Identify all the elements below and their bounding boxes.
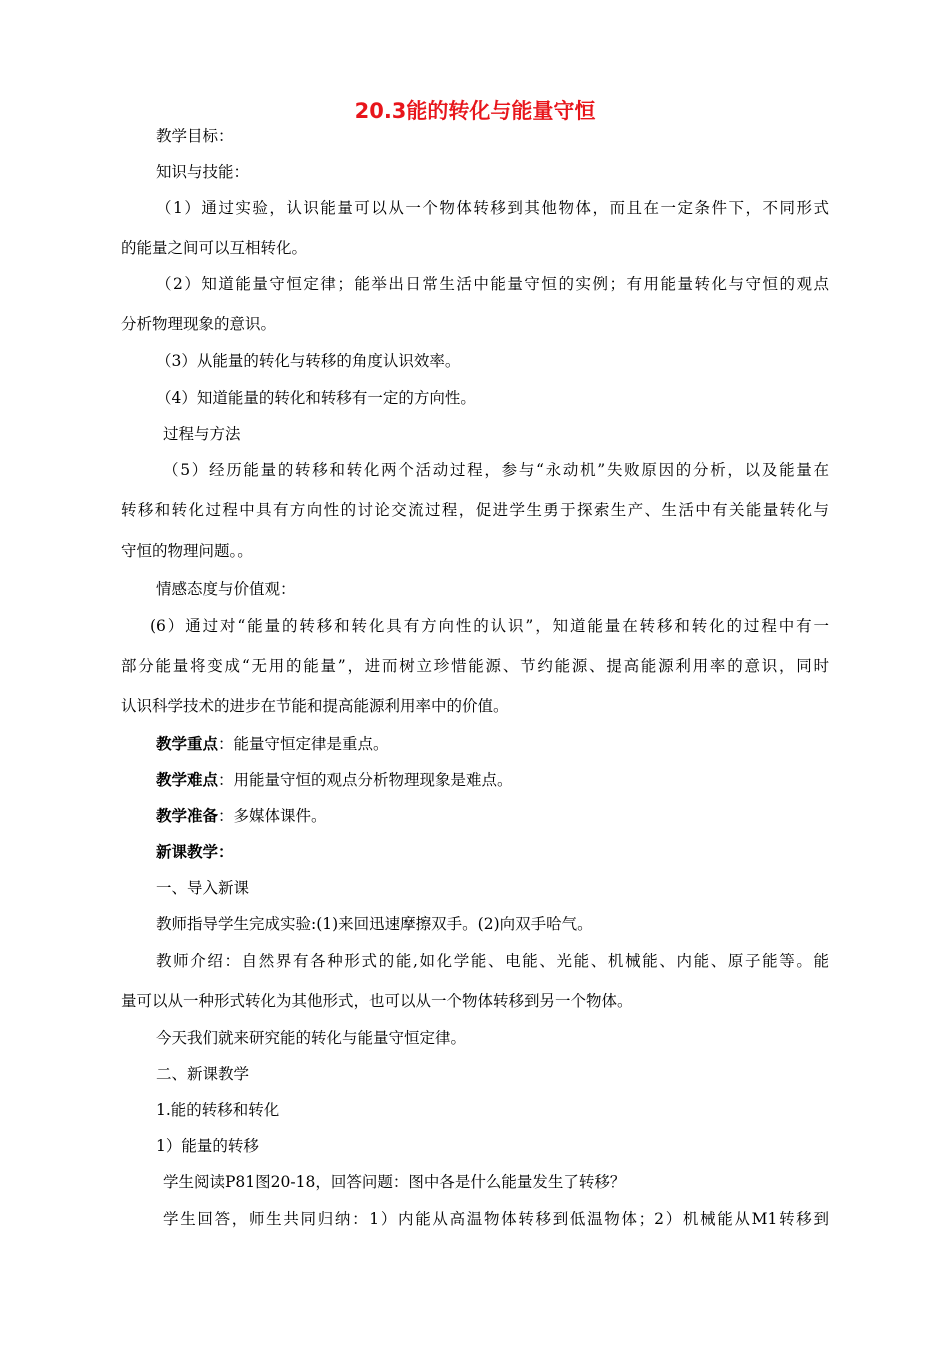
student-answer-summary: 学生回答，师生共同归纳：1）内能从高温物体转移到低温物体；2）机械能从M1转移到 [163,1210,829,1228]
teaching-objectives-heading: 教学目标： [156,127,234,145]
subsection-1-heading: 1.能的转移和转化 [156,1101,280,1119]
teaching-key-point-text: ：能量守恒定律是重点。 [218,735,389,753]
section-1-heading: 一、导入新课 [156,879,250,897]
attitude-values-heading: 情感态度与价值观： [156,580,296,598]
objective-4: （4）知道能量的转化和转移有一定的方向性。 [156,389,476,407]
objective-1-line-2: 的能量之间可以互相转化。 [121,239,308,257]
subsection-1-1-heading: 1）能量的转移 [156,1137,259,1155]
knowledge-skills-heading: 知识与技能： [156,163,250,181]
today-topic: 今天我们就来研究能的转化与能量守恒定律。 [156,1029,467,1047]
experiment-instruction: 教师指导学生完成实验:(1)来回迅速摩擦双手。(2)向双手哈气。 [156,915,593,933]
objective-2-line-2: 分析物理现象的意识。 [121,315,277,333]
teacher-intro-line-2: 量可以从一种形式转化为其他形式，也可以从一个物体转移到另一个物体。 [121,992,633,1010]
teaching-preparation-label: 教学准备 [156,807,219,825]
teaching-difficulty [156,768,513,792]
section-2-heading: 二、新课教学 [156,1065,250,1083]
teaching-difficulty-text: ：用能量守恒的观点分析物理现象是难点。 [218,771,513,789]
teaching-preparation-text: ：多媒体课件。 [218,807,327,825]
document-title: 20.3能的转化与能量守恒 [354,99,596,123]
objective-1-line-1: （1）通过实验，认识能量可以从一个物体转移到其他物体，而且在一定条件下，不同形式 [156,199,829,217]
objective-6-line-3: 认识科学技术的进步在节能和提高能源利用率中的价值。 [121,697,509,715]
student-reading-question: 学生阅读P81图20-18，回答问题：图中各是什么能量发生了转移？ [163,1173,626,1191]
objective-5-line-1: （5）经历能量的转移和转化两个活动过程，参与“永动机”失败原因的分析，以及能量在 [163,461,829,479]
objective-6-line-2: 部分能量将变成“无用的能量”，进而树立珍惜能源、节约能源、提高能源利用率的意识，同时 [121,657,829,675]
teaching-key-point-label: 教学重点 [156,735,219,753]
teaching-key-point [156,732,389,756]
teaching-preparation [156,804,327,828]
objective-2-line-1: （2）知道能量守恒定律；能举出日常生活中能量守恒的实例；有用能量转化与守恒的观点 [156,275,829,293]
objective-5-line-3: 守恒的物理问题。。 [121,542,253,560]
objective-5-line-2: 转移和转化过程中具有方向性的讨论交流过程，促进学生勇于探索生产、生活中有关能量转化与 [121,501,829,519]
objective-6-line-1: (6）通过对“能量的转移和转化具有方向性的认识”，知道能量在转移和转化的过程中有一 [150,617,829,635]
objective-3: （3）从能量的转化与转移的角度认识效率。 [156,352,461,370]
teacher-intro-line-1: 教师介绍：自然界有各种形式的能,如化学能、电能、光能、机械能、内能、原子能等。能 [156,952,829,970]
teaching-difficulty-label: 教学难点 [156,771,219,789]
process-methods-heading: 过程与方法 [163,425,241,443]
new-lesson-heading: 新课教学： [156,843,234,861]
